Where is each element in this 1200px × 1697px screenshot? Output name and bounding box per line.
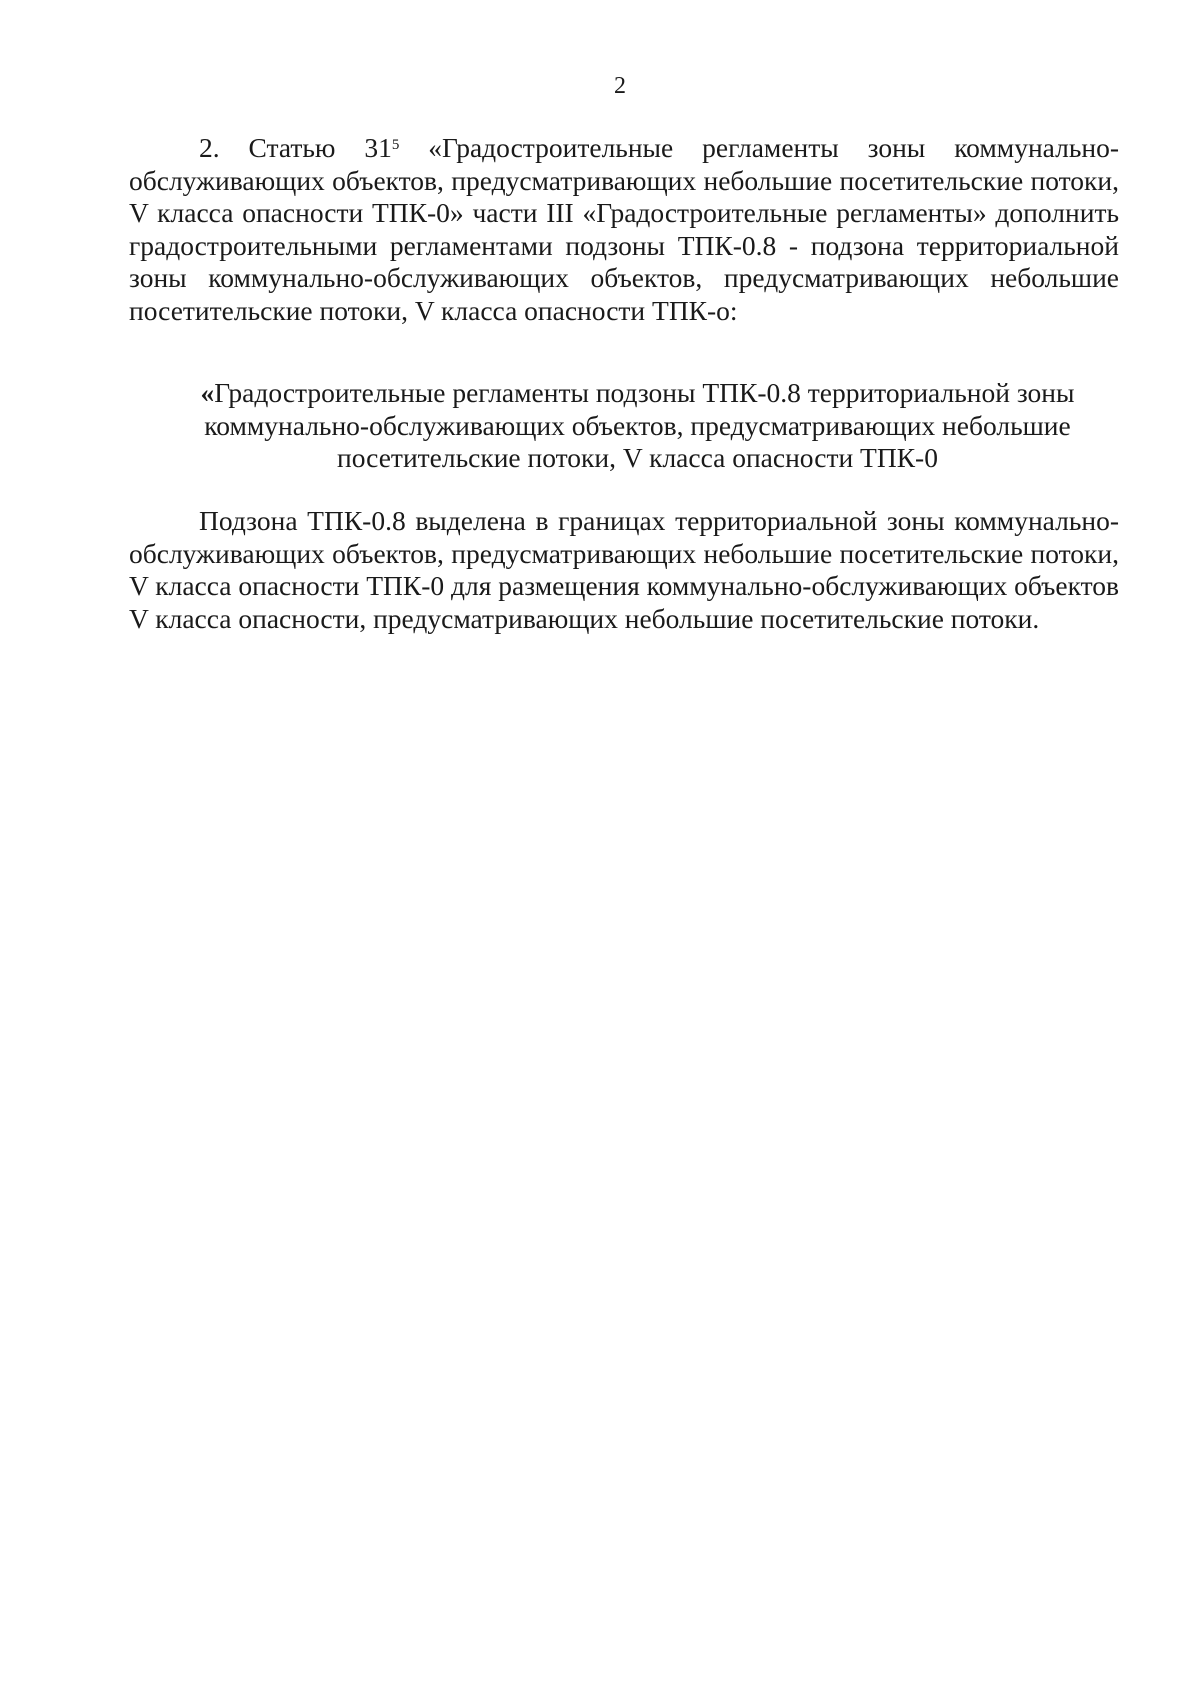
amendment-paragraph-text <box>129 132 1119 327</box>
subzone-heading-line-1 <box>150 377 1125 410</box>
amendment-paragraph-rest: «Градостроительные регламенты зоны коммунально-обслуживающих объектов, предусматривающих небольшие посетительские потоки, V класса опасности ТПК-0» части III «Градостроительные регламенты» дополнить градостроительными регламентами подзоны ТПК-0.8 - подзона территориальной зоны коммунально-обслуживающих объектов, предусматривающих небольшие посетительские потоки, V класса опасности ТПК-о: <box>129 132 1119 326</box>
page-number: 2 <box>614 73 626 99</box>
subzone-description-paragraph <box>129 505 1119 635</box>
opening-quote-mark: « <box>200 377 215 408</box>
subzone-heading-line-2: коммунально-обслуживающих объектов, предусматривающих небольшие <box>204 409 1071 441</box>
subzone-heading-line-3: посетительские потоки, V класса опасности ТПК-0 <box>337 442 938 473</box>
subzone-description-text: Подзона ТПК-0.8 выделена в границах территориальной зоны коммунально-обслуживающих объектов, предусматривающих небольшие посетительские потоки, V класса опасности ТПК-0 для размещения коммунально-обслуживающих объектов V класса опасности, предусматривающих небольшие посетительские потоки. <box>129 505 1119 634</box>
article-superscript: 5 <box>391 137 400 153</box>
subzone-heading <box>150 377 1125 475</box>
subzone-heading-line-1-text: Градостроительные регламенты подзоны ТПК-0.8 территориальной зоны <box>214 377 1075 408</box>
amendment-paragraph-start: 2. Статью 31 <box>199 132 392 163</box>
amendment-paragraph <box>129 132 1119 327</box>
